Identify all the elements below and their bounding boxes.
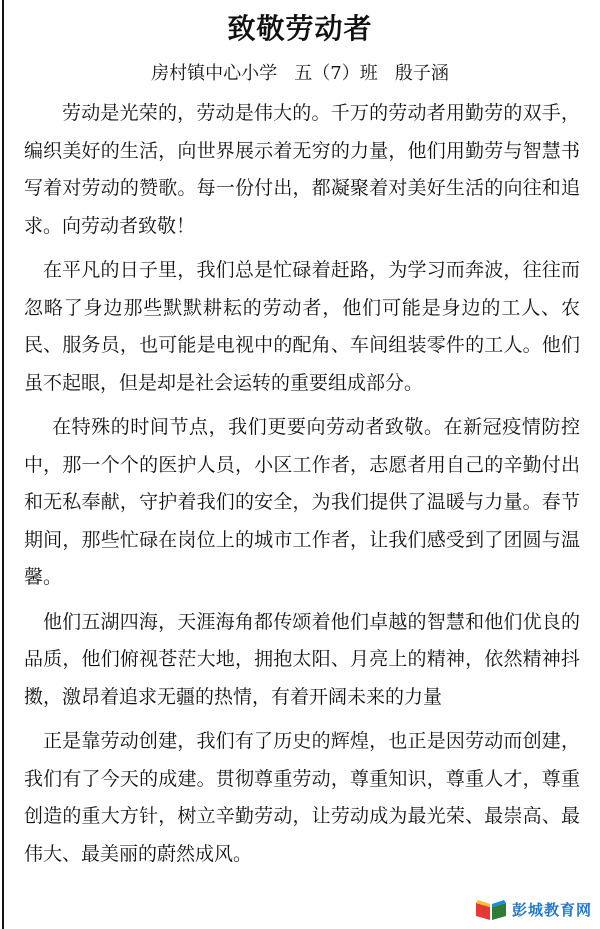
watermark-text: 彭城教育网 bbox=[511, 900, 592, 919]
book-logo-icon bbox=[474, 897, 508, 921]
paragraph-2: 在平凡的日子里，我们总是忙碌着赶路，为学习而奔波，往往而忽略了身边那些默默耕耘的劳动者，他们可能是身边的工人、农民、服务员，也可能是电视中的配角、车间组装零件的工人。他们虽不起眼，但是却是社会运转的重要组成部分。 bbox=[24, 259, 580, 394]
paragraph-1: 劳动是光荣的，劳动是伟大的。千万的劳动者用勤劳的双手，编织美好的生活，向世界展示着无穷的力量，他们用勤劳与智慧书写着对劳动的赞歌。每一份付出，都凝聚着对美好生活的向往和追求。向劳动者致敬！ bbox=[24, 102, 580, 237]
site-watermark bbox=[474, 897, 592, 921]
author-byline: 房村镇中心小学 五（7）班 殷子涵 bbox=[151, 63, 449, 84]
paragraph-3: 在特殊的时间节点，我们更要向劳动者致敬。在新冠疫情防控中，那一个个的医护人员，小区工作者，志愿者用自己的辛勤付出和无私奉献，守护着我们的安全，为我们提供了温暖与力量。春节期间，那些忙碌在岗位上的城市工作者，让我们感受到了团圆与温馨。 bbox=[24, 416, 580, 588]
document-title: 致敬劳动者 bbox=[227, 12, 373, 45]
page-edge-rule bbox=[2, 0, 4, 929]
paragraph-4: 他们五湖四海，天涯海角都传颂着他们卓越的智慧和他们优良的品质，他们俯视苍茫大地，拥抱太阳、月亮上的精神，依然精神抖擞，激昂着追求无疆的热情，有着开阔未来的力量 bbox=[24, 610, 580, 708]
paragraph-5: 正是靠劳动创建，我们有了历史的辉煌，也正是因劳动而创建，我们有了今天的成建。贯彻尊重劳动，尊重知识，尊重人才，尊重创造的重大方针，树立辛勤劳动，让劳动成为最光荣、最崇高、最伟大、最美丽的蔚然成风。 bbox=[24, 730, 580, 865]
document-body bbox=[24, 95, 580, 880]
